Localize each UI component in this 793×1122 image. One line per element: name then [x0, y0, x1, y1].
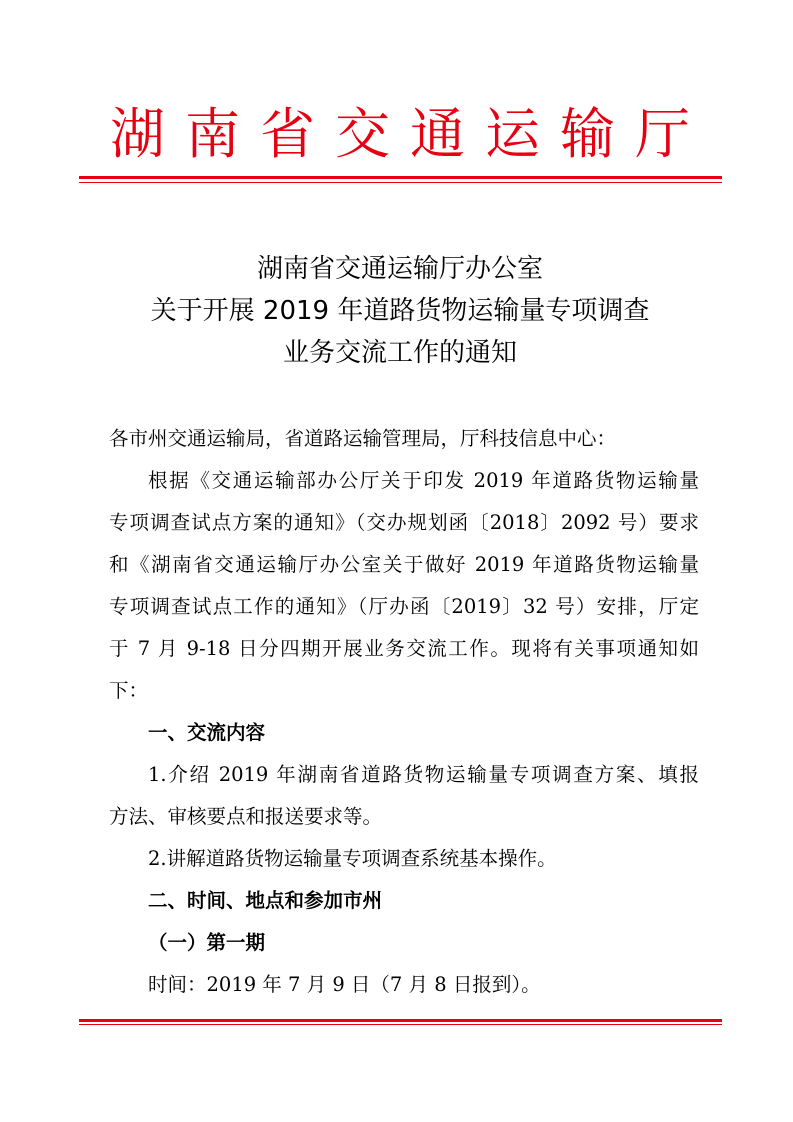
paragraph-line: 下： — [109, 679, 149, 702]
list-item-2: 2.讲解道路货物运输量专项调查系统基本操作。 — [148, 847, 557, 870]
time-line: 时间：2019 年 7 月 9 日（7 月 8 日报到）。 — [148, 973, 541, 996]
title-line-2: 关于开展 2019 年道路货物运输量专项调查 — [150, 296, 650, 326]
title-line-1: 湖南省交通运输厅办公室 — [256, 254, 543, 284]
subsection-heading-1: （一）第一期 — [148, 931, 266, 954]
header-rule-thin — [79, 182, 722, 183]
paragraph-line: 根据《交通运输部办公厅关于印发 2019 年道路货物运输量 — [148, 469, 699, 492]
document-body — [109, 418, 699, 1006]
issuing-org-header: 湖南省交通运输厅 — [109, 102, 710, 166]
footer-rule-thin — [79, 1024, 722, 1025]
section-heading-2: 二、时间、地点和参加市州 — [148, 889, 383, 912]
list-item-1-line-2: 方法、审核要点和报送要求等。 — [109, 805, 383, 828]
list-item-1-line-1: 1.介绍 2019 年湖南省道路货物运输量专项调查方案、填报 — [148, 763, 699, 786]
paragraph-line: 专项调查试点方案的通知》（交办规划函〔2018〕2092 号）要求 — [109, 511, 699, 534]
title-line-3: 业务交流工作的通知 — [282, 338, 517, 368]
document-title — [80, 248, 720, 374]
section-heading-1: 一、交流内容 — [148, 721, 266, 744]
paragraph-line: 于 7 月 9-18 日分四期开展业务交流工作。现将有关事项通知如 — [109, 637, 699, 660]
salutation: 各市州交通运输局，省道路运输管理局，厅科技信息中心： — [109, 427, 617, 450]
paragraph-line: 专项调查试点工作的通知》（厅办函〔2019〕32 号）安排，厅定 — [109, 595, 699, 618]
paragraph-line: 和《湖南省交通运输厅办公室关于做好 2019 年道路货物运输量 — [109, 553, 699, 576]
footer-rule-thick — [79, 1019, 722, 1022]
header-rule-thick — [79, 176, 722, 179]
